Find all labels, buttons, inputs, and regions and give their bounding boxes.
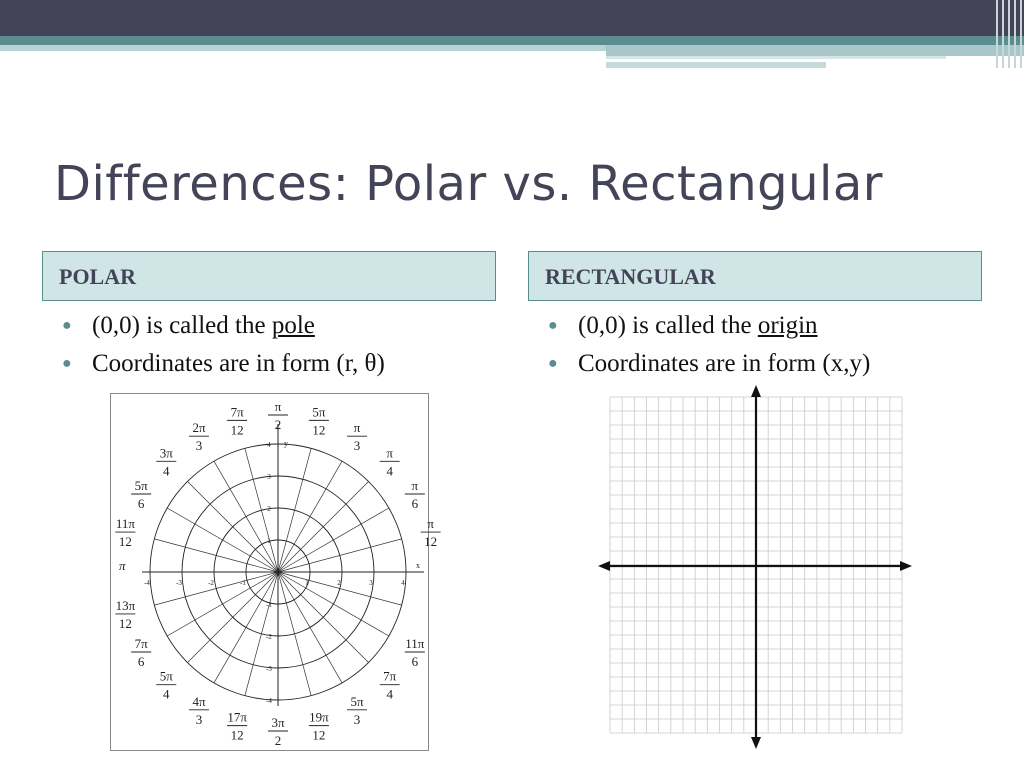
top-banner-light bbox=[606, 62, 826, 68]
polar-angle-label-numerator: 13π bbox=[115, 597, 136, 613]
rectangular-bullet-list bbox=[548, 307, 870, 383]
top-banner-teal bbox=[0, 36, 1024, 45]
polar-angle-label-denominator: 4 bbox=[386, 463, 393, 479]
polar-tick-label-y: 1 bbox=[267, 537, 271, 545]
polar-angle-label-denominator: 12 bbox=[312, 422, 326, 438]
top-banner-dark bbox=[0, 0, 1024, 36]
x-axis-right-arrow bbox=[900, 561, 912, 571]
polar-angle-label-numerator: π bbox=[274, 399, 282, 414]
polar-angle-label-denominator: 3 bbox=[353, 711, 361, 727]
polar-spoke bbox=[154, 572, 278, 605]
top-banner-light bbox=[0, 45, 606, 51]
polar-angle-label-numerator: 4π bbox=[192, 693, 206, 709]
polar-angle-label-numerator: 7π bbox=[383, 668, 397, 684]
y-axis-bottom-arrow bbox=[751, 737, 761, 749]
bullet-text: Coordinates are in form (x,y) bbox=[578, 350, 871, 377]
polar-spoke bbox=[278, 481, 369, 572]
polar-angle-label-denominator: 2 bbox=[274, 417, 282, 432]
polar-angle-label-numerator: 5π bbox=[312, 404, 326, 420]
polar-column-header: POLAR bbox=[42, 251, 496, 301]
rectangular-graph-image bbox=[596, 385, 916, 751]
polar-angle-label: π bbox=[119, 558, 126, 573]
polar-spoke bbox=[278, 572, 342, 683]
polar-tick-label-y: 2 bbox=[267, 505, 271, 513]
origin-term: origin bbox=[757, 312, 818, 339]
polar-spoke bbox=[167, 572, 278, 636]
list-item bbox=[62, 307, 385, 345]
polar-spoke bbox=[278, 539, 402, 572]
polar-angle-label-denominator: 3 bbox=[353, 438, 361, 454]
polar-angle-label-denominator: 12 bbox=[424, 534, 438, 550]
polar-angle-label-denominator: 6 bbox=[137, 654, 145, 669]
polar-tick-label-x: 4 bbox=[401, 579, 405, 587]
bullet-text: Coordinates are in form (r, θ) bbox=[92, 350, 385, 377]
bullet-icon: ● bbox=[548, 317, 558, 334]
polar-tick-label-x: 1 bbox=[305, 579, 309, 587]
polar-angle-label-numerator: 5π bbox=[159, 668, 173, 684]
polar-angle-label-denominator: 3 bbox=[195, 711, 203, 727]
polar-angle-label-numerator: π bbox=[353, 420, 361, 436]
polar-tick-label-y: 3 bbox=[267, 473, 271, 481]
polar-spoke bbox=[278, 508, 389, 572]
x-axis-left-arrow bbox=[598, 561, 610, 571]
polar-spoke bbox=[154, 539, 278, 572]
bullet-text: (0,0) is called the bbox=[92, 312, 272, 339]
polar-tick-label-y: -1 bbox=[266, 601, 272, 609]
polar-spoke bbox=[187, 481, 278, 572]
polar-graph bbox=[111, 394, 438, 750]
polar-angle-label-numerator: 3π bbox=[159, 445, 173, 461]
polar-angle-label-numerator: π bbox=[427, 516, 434, 532]
polar-angle-label-numerator: 11π bbox=[405, 636, 425, 651]
polar-spoke bbox=[245, 448, 278, 572]
polar-angle-label-denominator: 4 bbox=[386, 686, 393, 702]
polar-angle-label-denominator: 6 bbox=[411, 496, 419, 511]
polar-angle-label-denominator: 12 bbox=[230, 727, 244, 743]
pole-term: pole bbox=[271, 312, 315, 339]
polar-angle-label-denominator: 12 bbox=[118, 615, 132, 631]
list-item bbox=[548, 307, 870, 345]
polar-angle-label-denominator: 12 bbox=[312, 727, 326, 743]
polar-spoke bbox=[278, 572, 402, 605]
polar-spoke bbox=[278, 572, 369, 663]
bullet-text: (0,0) is called the bbox=[578, 312, 758, 339]
polar-tick-label-y: -2 bbox=[266, 633, 272, 641]
polar-tick-label-y: 4 bbox=[267, 441, 271, 449]
polar-tick-label-x: -3 bbox=[176, 579, 182, 587]
rectangular-graph bbox=[596, 385, 916, 751]
top-banner-light bbox=[606, 56, 946, 59]
list-item bbox=[62, 345, 385, 383]
bullet-icon: ● bbox=[62, 355, 72, 372]
polar-angle-label-denominator: 2 bbox=[274, 733, 282, 748]
polar-angle-label-numerator: π bbox=[386, 445, 394, 461]
polar-angle-label-numerator: 19π bbox=[309, 709, 329, 725]
polar-angle-label-numerator: 7π bbox=[134, 636, 148, 651]
polar-spoke bbox=[278, 461, 342, 572]
polar-angle-label-numerator: 7π bbox=[230, 404, 244, 420]
polar-spoke bbox=[278, 448, 311, 572]
polar-angle-label-numerator: 17π bbox=[227, 709, 247, 725]
polar-spoke bbox=[167, 508, 278, 572]
polar-tick-label-x: 2 bbox=[337, 579, 341, 587]
polar-bullet-list bbox=[62, 307, 385, 383]
polar-angle-label-denominator: 12 bbox=[118, 534, 132, 550]
rectangular-column-header: RECTANGULAR bbox=[528, 251, 982, 301]
polar-angle-label-numerator: 5π bbox=[134, 478, 148, 493]
polar-angle-label-denominator: 3 bbox=[195, 438, 203, 454]
polar-angle-label-numerator: 11π bbox=[115, 516, 135, 532]
polar-tick-label-x: -2 bbox=[208, 579, 214, 587]
polar-angle-label-numerator: π bbox=[411, 478, 419, 493]
polar-angle-label-denominator: 4 bbox=[163, 686, 170, 702]
y-axis-top-arrow bbox=[751, 385, 761, 397]
polar-angle-label-numerator: 3π bbox=[271, 715, 285, 730]
polar-tick-label-x: 3 bbox=[369, 579, 373, 587]
polar-angle-label-numerator: 2π bbox=[192, 420, 206, 436]
polar-angle-label-denominator: 6 bbox=[137, 496, 145, 511]
polar-spoke bbox=[187, 572, 278, 663]
bullet-icon: ● bbox=[62, 317, 72, 334]
polar-tick-label-y: -4 bbox=[266, 697, 272, 705]
polar-angle-label-denominator: 12 bbox=[230, 422, 244, 438]
polar-x-axis-letter: x bbox=[416, 561, 420, 570]
polar-y-axis-letter: y bbox=[284, 439, 288, 448]
polar-tick-label-y: -3 bbox=[266, 665, 272, 673]
slide-title: Differences: Polar vs. Rectangular bbox=[54, 156, 884, 212]
polar-spoke bbox=[245, 572, 278, 696]
polar-tick-label-x: -1 bbox=[240, 579, 246, 587]
top-banner-light bbox=[606, 45, 1024, 56]
polar-graph-image bbox=[110, 393, 438, 751]
polar-spoke bbox=[278, 572, 311, 696]
polar-angle-label-numerator: 5π bbox=[350, 693, 364, 709]
polar-angle-label-denominator: 4 bbox=[163, 463, 170, 479]
bullet-icon: ● bbox=[548, 355, 558, 372]
polar-tick-label-x: -4 bbox=[144, 579, 150, 587]
corner-stripes bbox=[994, 0, 1024, 68]
list-item bbox=[548, 345, 870, 383]
polar-angle-label-denominator: 6 bbox=[411, 654, 419, 669]
